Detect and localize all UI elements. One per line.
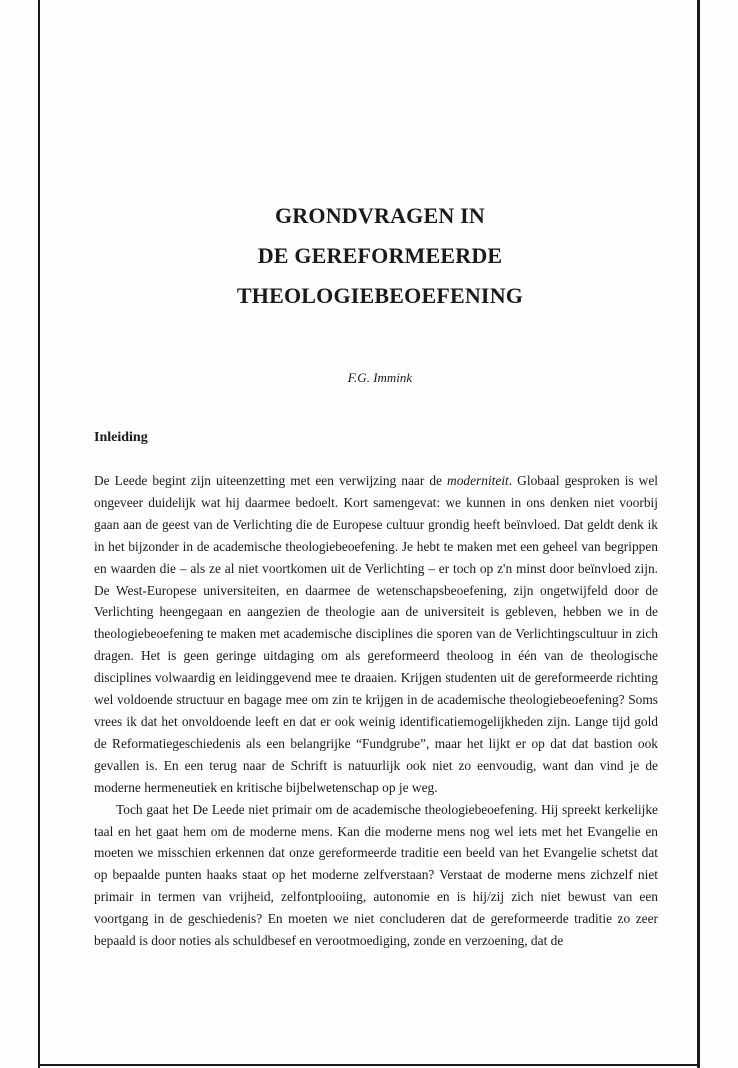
- author-name: F.G. Immink: [347, 370, 413, 385]
- title-line-2: DE GEREFORMEERDE: [257, 243, 503, 268]
- page-edge-left-rule: [38, 0, 40, 1068]
- page-edge-right-rule: [697, 0, 700, 1068]
- page-edge-bottom-rule: [38, 1064, 698, 1066]
- body-text: [94, 470, 658, 952]
- paragraph-2: Toch gaat het De Leede niet primair om de academische theologiebeoefening. Hij spreekt kerkelijke taal en het gaat hem om de moderne mens. Kan die moderne mens nog wel iets met het Evangelie en moeten we misschien erkennen dat onze gereformeerde traditie een beeld van het Evangelie schetst dat op bepaalde punten haaks staat op het moderne zelfverstaan? Verstaat de moderne mens zichzelf niet primair in termen van vrijheid, zelfontplooiing, autonomie en is hij/zij zich niet bewust van een voortgang in de geschiedenis? En moeten we niet concluderen dat de gereformeerde traditie zo zeer bepaald is door noties als schuldbesef en verootmoediging, zonde en verzoening, dat de: [94, 801, 658, 949]
- paragraph-1-italic-term: moderniteit: [447, 473, 509, 488]
- title-line-3: THEOLOGIEBEOEFENING: [236, 283, 524, 308]
- paragraph-1-start: De Leede begint zijn uiteenzetting met een verwijzing naar de: [94, 473, 448, 488]
- title-line-1: GRONDVRAGEN IN: [275, 203, 485, 228]
- paragraph-1-rest: . Globaal gesproken is wel ongeveer duidelijk wat hij daarmee bedoelt. Kort samengevat: we kunnen in ons denken niet voorbij gaan aan de geest van de Verlichting die de Europese cultuur grondig heeft beïnvloed. Dat geldt denk ik in het bijzonder in de academische theologiebeoefening. Je hebt te maken met een geheel van begrippen en waarden die – als ze al niet voortkomen uit de Verlichting – er toch op z'n minst door beïnvloed zijn. De West-Europese universiteiten, en daarmee de wetenschapsbeoefening, zijn ongetwijfeld door de Verlichting heengegaan en aangezien de theologie aan de universiteit is gebleven, hebben we in de theologiebeoefening te maken met academische disciplines die sporen van de Verlichtingscultuur in zich dragen. Het is geen geringe uitdaging om als gereformeerd theoloog in één van de theologische disciplines volwaardig en leidinggevend mee te draaien. Krijgen studenten uit de gereformeerde richting wel voldoende structuur en bagage mee om zin te krijgen in de academische theologiebeoefening? Soms vrees ik dat het onvoldoende leeft en dat er ook weinig identificatiemogelijkheden zijn. Lange tijd gold de Reformatiegeschiedenis als een belangrijke “Fundgrube”, maar het lijkt er op dat dat bastion ook gevallen is. En een terug naar de Schrift is natuurlijk ook niet zo eenvoudig, want dan vind je de moderne hermeneutiek en kritische bijbelwetenschap op je weg.: [94, 473, 658, 795]
- paragraph-1: [94, 470, 658, 799]
- article-title: [60, 196, 700, 316]
- section-heading: Inleiding: [94, 430, 148, 445]
